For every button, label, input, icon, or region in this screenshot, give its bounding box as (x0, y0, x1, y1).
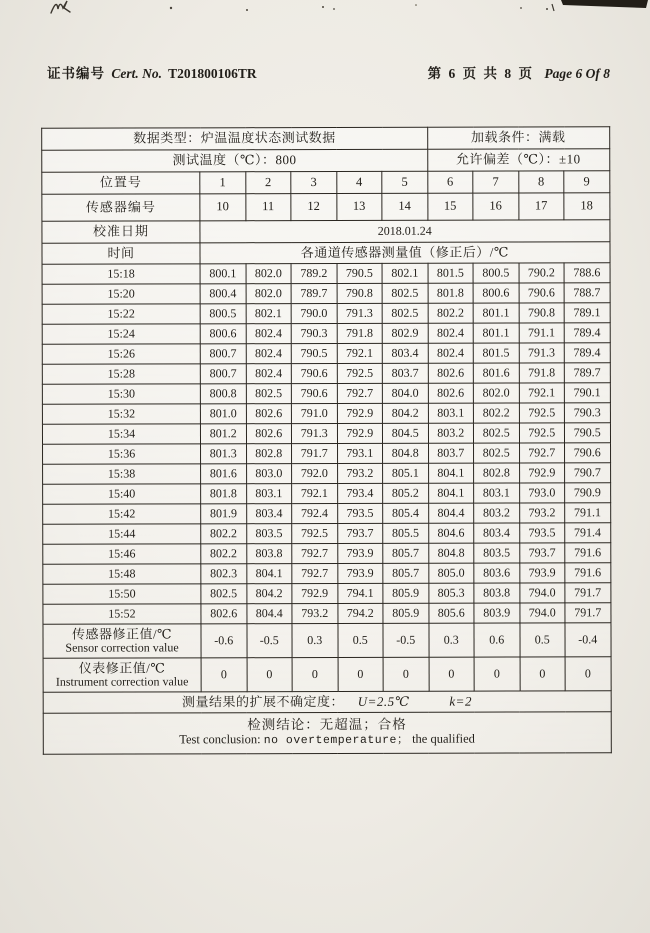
time-cell: 15:24 (42, 324, 200, 344)
measurement-row (43, 523, 611, 544)
time-cell: 15:34 (42, 424, 200, 444)
measurement-value: 805.9 (383, 583, 429, 603)
measurement-value: 793.2 (292, 603, 338, 623)
measurement-value: 793.9 (337, 563, 383, 583)
measurement-value: 801.6 (201, 464, 247, 484)
measurement-value: 804.6 (428, 523, 474, 543)
measurement-value: 788.7 (564, 283, 610, 303)
measurement-value: 794.2 (337, 603, 383, 623)
measurement-value: 793.5 (337, 503, 383, 523)
measurement-value: 804.8 (383, 443, 429, 463)
instrument-correction-label-zh: 仪表修正值/℃ (78, 660, 166, 676)
page-info-zh: 第 6 页 共 8 页 (427, 66, 535, 81)
measurement-row (42, 323, 610, 344)
measurement-value: 801.5 (473, 343, 519, 363)
sensor-number: 15 (427, 193, 473, 220)
position-number: 2 (245, 172, 291, 194)
measurement-value: 802.5 (474, 443, 520, 463)
measurement-row (43, 543, 611, 564)
measurement-value: 792.1 (292, 483, 338, 503)
sensor-correction-value: 0.3 (428, 623, 474, 657)
measurement-value: 800.1 (200, 264, 246, 284)
measurement-value: 790.3 (291, 323, 337, 343)
measurement-value: 802.9 (382, 323, 428, 343)
measurement-value: 789.4 (564, 323, 610, 343)
measurement-value: 794.0 (519, 583, 565, 603)
measurement-value: 800.5 (200, 304, 246, 324)
measurement-value: 802.6 (428, 363, 474, 383)
uncertainty-row (43, 691, 611, 713)
measurement-value: 805.1 (383, 463, 429, 483)
data-type-row (42, 127, 610, 150)
measurement-value: 803.7 (428, 443, 474, 463)
measurement-value: 802.1 (382, 263, 428, 283)
measurement-value: 792.7 (519, 443, 565, 463)
measurement-row (43, 443, 611, 464)
sensor-correction-value: -0.6 (201, 624, 247, 658)
measurement-value: 792.7 (337, 383, 383, 403)
time-cell: 15:50 (43, 584, 201, 604)
measurement-value: 792.5 (519, 403, 565, 423)
measurement-value: 803.9 (474, 603, 520, 623)
measurement-value: 803.4 (246, 504, 292, 524)
time-cell: 15:28 (42, 364, 200, 384)
measurement-value: 794.1 (337, 583, 383, 603)
time-cell: 15:40 (43, 484, 201, 504)
sensor-number: 17 (518, 193, 564, 220)
calibration-date-value: 2018.01.24 (200, 220, 610, 243)
measurement-table (41, 126, 611, 754)
measurement-row (43, 503, 611, 524)
measurement-value: 800.4 (200, 284, 246, 304)
measurement-value: 804.1 (428, 463, 474, 483)
measurements-body (42, 263, 610, 624)
measurement-value: 802.2 (428, 303, 474, 323)
measurement-value: 793.2 (337, 463, 383, 483)
measurement-value: 805.3 (428, 583, 474, 603)
measurement-value: 804.0 (382, 383, 428, 403)
time-cell: 15:48 (43, 564, 201, 584)
measurement-value: 801.9 (201, 504, 247, 524)
measurement-value: 791.6 (565, 543, 611, 563)
measurement-value: 789.1 (564, 303, 610, 323)
measurement-value: 790.5 (564, 423, 610, 443)
measurement-value: 791.3 (519, 343, 565, 363)
measurement-value: 791.4 (565, 523, 611, 543)
measurement-value: 802.4 (246, 364, 292, 384)
measurement-value: 802.2 (201, 524, 247, 544)
position-label: 位置号 (42, 172, 200, 194)
measurement-value: 802.2 (473, 403, 519, 423)
measurement-value: 802.3 (201, 564, 247, 584)
measurement-value: 803.8 (246, 544, 292, 564)
measurement-value: 790.0 (291, 303, 337, 323)
measurement-value: 800.7 (200, 344, 246, 364)
position-number: 8 (518, 171, 564, 193)
position-number: 6 (427, 171, 473, 193)
sensor-correction-value: 0.6 (474, 623, 520, 657)
sensor-correction-value: 0.5 (519, 623, 565, 657)
instrument-correction-value: 0 (565, 657, 611, 691)
measurement-value: 801.8 (428, 283, 474, 303)
cert-label-zh: 证书编号 (47, 66, 105, 81)
sensor-number: 16 (473, 193, 519, 220)
time-label: 时间 (42, 243, 200, 264)
measurement-value: 791.7 (565, 603, 611, 623)
measurement-row (42, 303, 610, 324)
time-cell: 15:38 (43, 464, 201, 484)
data-type-cell: 数据类型：炉温温度状态测试数据 (42, 127, 428, 150)
load-condition-cell: 加载条件：满载 (427, 127, 609, 149)
time-cell: 15:42 (43, 504, 201, 524)
conclusion-cell (43, 712, 611, 754)
position-number: 9 (564, 171, 610, 193)
measurement-value: 791.3 (337, 303, 383, 323)
page-info-en: Page 6 Of 8 (544, 66, 610, 81)
measurement-value: 793.7 (519, 543, 565, 563)
measurement-value: 789.7 (564, 363, 610, 383)
measurement-value: 793.5 (519, 523, 565, 543)
measurement-value: 802.5 (201, 584, 247, 604)
measurement-value: 805.0 (428, 563, 474, 583)
scan-edge-corner (561, 0, 648, 8)
measurement-value: 792.1 (337, 343, 383, 363)
sensor-number: 11 (245, 194, 291, 221)
time-cell: 15:26 (42, 344, 200, 364)
conclusion-en (45, 732, 610, 748)
measurement-value: 803.6 (474, 563, 520, 583)
sensor-correction-value: -0.4 (565, 623, 611, 657)
measurement-value: 790.5 (337, 263, 383, 283)
sensor-correction-label-en: Sensor correction value (65, 640, 179, 655)
measurement-value: 790.6 (291, 363, 337, 383)
measurement-value: 792.9 (337, 403, 383, 423)
measurement-value: 793.9 (519, 563, 565, 583)
measurement-value: 792.9 (292, 583, 338, 603)
measurement-value: 805.5 (383, 523, 429, 543)
measurement-value: 801.1 (473, 303, 519, 323)
measurement-value: 803.1 (474, 483, 520, 503)
measurement-value: 802.0 (246, 264, 292, 284)
conclusion-en-main: no overtemperature； (263, 733, 409, 748)
uncertainty-k-value: k=2 (449, 693, 472, 709)
handwriting-scribble (51, 1, 70, 13)
conclusion-en-prefix: Test conclusion: (179, 732, 264, 747)
measurement-value: 793.4 (337, 483, 383, 503)
measurement-value: 805.7 (383, 563, 429, 583)
measurement-row (42, 383, 610, 404)
instrument-correction-value: 0 (383, 657, 429, 691)
measurement-row (43, 583, 611, 604)
sensor-number: 18 (564, 193, 610, 220)
instrument-correction-row (43, 657, 611, 692)
sensor-correction-label (43, 624, 201, 658)
measurement-value: 790.6 (519, 283, 565, 303)
measurement-value: 801.2 (200, 424, 246, 444)
measurement-value: 803.1 (246, 484, 292, 504)
measurement-value: 803.2 (428, 423, 474, 443)
sensor-correction-row (43, 623, 611, 658)
sensor-number-row (42, 193, 610, 221)
uncertainty-u-value: U=2.5℃ (357, 693, 410, 709)
measurement-value: 790.9 (565, 483, 611, 503)
measurement-row (42, 283, 610, 304)
measurement-value: 802.5 (382, 283, 428, 303)
measurement-value: 792.4 (292, 503, 338, 523)
measurement-value: 792.7 (292, 543, 338, 563)
measurement-value: 801.6 (473, 363, 519, 383)
measurement-value: 803.5 (474, 543, 520, 563)
position-number: 4 (336, 171, 382, 193)
measurement-value: 803.1 (428, 403, 474, 423)
measurement-value: 790.5 (291, 343, 337, 363)
measurement-value: 802.4 (428, 323, 474, 343)
cert-label-en: Cert. No. (111, 66, 162, 81)
measurement-value: 800.6 (200, 324, 246, 344)
document-header (47, 62, 613, 82)
measurement-value: 802.4 (246, 324, 292, 344)
instrument-correction-value: 0 (338, 657, 384, 691)
cert-number: T201800106TR (168, 66, 257, 81)
measurement-value: 802.0 (246, 284, 292, 304)
position-number: 5 (382, 171, 428, 193)
measurement-value: 805.6 (428, 603, 474, 623)
measurement-value: 802.0 (473, 383, 519, 403)
measurement-value: 793.0 (519, 483, 565, 503)
measurement-value: 791.6 (565, 563, 611, 583)
measurement-value: 789.7 (291, 283, 337, 303)
measurement-value: 789.2 (291, 263, 337, 283)
time-cell: 15:32 (42, 404, 200, 424)
measurement-value: 790.6 (565, 443, 611, 463)
measurement-row (42, 423, 610, 444)
measurement-value: 790.7 (565, 463, 611, 483)
measurement-value: 803.8 (474, 583, 520, 603)
measurement-value: 791.8 (337, 323, 383, 343)
time-cell: 15:36 (43, 444, 201, 464)
measurement-value: 790.8 (519, 303, 565, 323)
sensor-number: 14 (382, 193, 428, 220)
test-temperature-row (42, 149, 610, 172)
measurement-value: 791.1 (565, 503, 611, 523)
channel-header-cell: 各通道传感器测量值（修正后）/℃ (200, 242, 610, 264)
measurement-value: 788.6 (564, 263, 610, 283)
sensor-correction-value: 0.5 (337, 623, 383, 657)
measurement-value: 802.8 (246, 444, 292, 464)
sensor-number: 12 (291, 193, 337, 220)
time-cell: 15:20 (42, 284, 200, 304)
time-cell: 15:18 (42, 264, 200, 284)
conclusion-en-suffix: the qualified (408, 731, 475, 746)
measurement-value: 805.4 (383, 503, 429, 523)
measurement-value: 802.6 (428, 383, 474, 403)
measurement-value: 802.1 (246, 304, 292, 324)
measurement-value: 805.2 (383, 483, 429, 503)
instrument-correction-label-en: Instrument correction value (55, 674, 189, 689)
measurement-row (43, 483, 611, 504)
measurement-value: 789.4 (564, 343, 610, 363)
measurement-value: 791.7 (292, 443, 338, 463)
measurement-value: 800.6 (473, 283, 519, 303)
measurement-value: 790.3 (564, 403, 610, 423)
measurement-value: 793.9 (337, 543, 383, 563)
measurement-value: 804.4 (428, 503, 474, 523)
measurement-value: 803.7 (382, 363, 428, 383)
time-header-row (42, 242, 610, 264)
position-number: 1 (200, 172, 246, 194)
measurement-value: 792.7 (292, 563, 338, 583)
sensor-number: 13 (336, 193, 382, 220)
measurement-value: 793.7 (337, 523, 383, 543)
test-temperature-cell: 测试温度（℃）：800 (42, 149, 428, 172)
measurement-value: 802.8 (474, 463, 520, 483)
measurement-row (43, 563, 611, 584)
measurement-value: 790.1 (564, 383, 610, 403)
handwriting-tick (552, 4, 554, 11)
measurement-value: 805.7 (383, 543, 429, 563)
measurement-value: 804.4 (246, 604, 292, 624)
measurement-value: 790.2 (519, 263, 565, 283)
page-number-line (428, 62, 613, 82)
instrument-correction-value: 0 (520, 657, 566, 691)
measurement-value: 802.6 (201, 604, 247, 624)
measurement-value: 793.1 (337, 443, 383, 463)
measurement-row (43, 603, 611, 624)
measurement-value: 802.4 (246, 344, 292, 364)
measurement-row (42, 263, 610, 284)
conclusion-zh: 检测结论：无超温；合格 (247, 717, 407, 733)
calibration-label: 校准日期 (42, 221, 200, 243)
calibration-date-row (42, 220, 610, 243)
measurement-value: 800.7 (200, 364, 246, 384)
scan-artifacts (0, 0, 650, 20)
measurement-value: 803.4 (474, 523, 520, 543)
sensor-label: 传感器编号 (42, 194, 200, 221)
measurement-value: 792.5 (337, 363, 383, 383)
measurement-value: 791.8 (519, 363, 565, 383)
instrument-correction-value: 0 (247, 658, 293, 692)
measurement-value: 803.2 (474, 503, 520, 523)
measurement-value: 792.5 (519, 423, 565, 443)
measurement-value: 803.5 (246, 524, 292, 544)
measurement-row (42, 403, 610, 424)
instrument-correction-value: 0 (474, 657, 520, 691)
measurement-value: 801.3 (201, 444, 247, 464)
position-number: 3 (291, 171, 337, 193)
measurement-value: 804.5 (382, 423, 428, 443)
instrument-correction-value: 0 (292, 657, 338, 691)
measurement-value: 791.1 (519, 323, 565, 343)
time-cell: 15:46 (43, 544, 201, 564)
measurement-value: 802.6 (246, 424, 292, 444)
measurement-value: 791.3 (291, 423, 337, 443)
instrument-correction-value: 0 (201, 658, 247, 692)
measurement-value: 804.8 (428, 543, 474, 563)
sensor-correction-value: 0.3 (292, 623, 338, 657)
measurement-value: 802.5 (382, 303, 428, 323)
measurement-row (42, 343, 610, 364)
measurement-value: 801.5 (428, 263, 474, 283)
time-cell: 15:30 (42, 384, 200, 404)
measurement-value: 800.5 (473, 263, 519, 283)
measurement-value: 804.2 (246, 584, 292, 604)
measurement-value: 804.2 (382, 403, 428, 423)
measurement-value: 801.0 (200, 404, 246, 424)
measurement-row (42, 363, 610, 384)
measurement-value: 804.1 (428, 483, 474, 503)
conclusion-row (43, 712, 611, 754)
time-cell: 15:44 (43, 524, 201, 544)
measurement-value: 801.8 (201, 484, 247, 504)
measurement-value: 791.0 (291, 403, 337, 423)
measurement-value: 792.9 (337, 423, 383, 443)
measurement-value: 793.2 (519, 503, 565, 523)
measurement-value: 804.1 (246, 564, 292, 584)
allowed-deviation-cell: 允许偏差（℃）：±10 (427, 149, 609, 171)
measurement-value: 802.5 (473, 423, 519, 443)
measurement-value: 790.6 (291, 383, 337, 403)
position-row (42, 171, 610, 194)
instrument-correction-label (43, 658, 201, 692)
measurement-value: 803.0 (246, 464, 292, 484)
uncertainty-cell (43, 691, 611, 713)
measurement-value: 800.8 (200, 384, 246, 404)
measurement-value: 803.4 (382, 343, 428, 363)
sensor-correction-value: -0.5 (383, 623, 429, 657)
sensor-number: 10 (200, 194, 246, 221)
measurement-row (43, 463, 611, 484)
measurement-value: 801.1 (473, 323, 519, 343)
measurement-value: 790.8 (337, 283, 383, 303)
sensor-correction-value: -0.5 (246, 624, 292, 658)
measurement-value: 802.4 (428, 343, 474, 363)
measurement-value: 792.1 (519, 383, 565, 403)
position-number: 7 (473, 171, 519, 193)
cert-number-line (47, 62, 257, 82)
measurement-value: 802.5 (246, 384, 292, 404)
measurement-value: 802.6 (246, 404, 292, 424)
measurement-value: 792.9 (519, 463, 565, 483)
time-cell: 15:22 (42, 304, 200, 324)
measurement-value: 791.7 (565, 583, 611, 603)
instrument-correction-value: 0 (429, 657, 475, 691)
measurement-value: 802.2 (201, 544, 247, 564)
sensor-correction-label-zh: 传感器修正值/℃ (71, 626, 173, 642)
uncertainty-label: 测量结果的扩展不确定度： (181, 693, 344, 710)
measurement-value: 792.5 (292, 523, 338, 543)
time-cell: 15:52 (43, 604, 201, 624)
measurement-value: 794.0 (519, 603, 565, 623)
measurement-value: 792.0 (292, 463, 338, 483)
measurement-value: 805.9 (383, 603, 429, 623)
